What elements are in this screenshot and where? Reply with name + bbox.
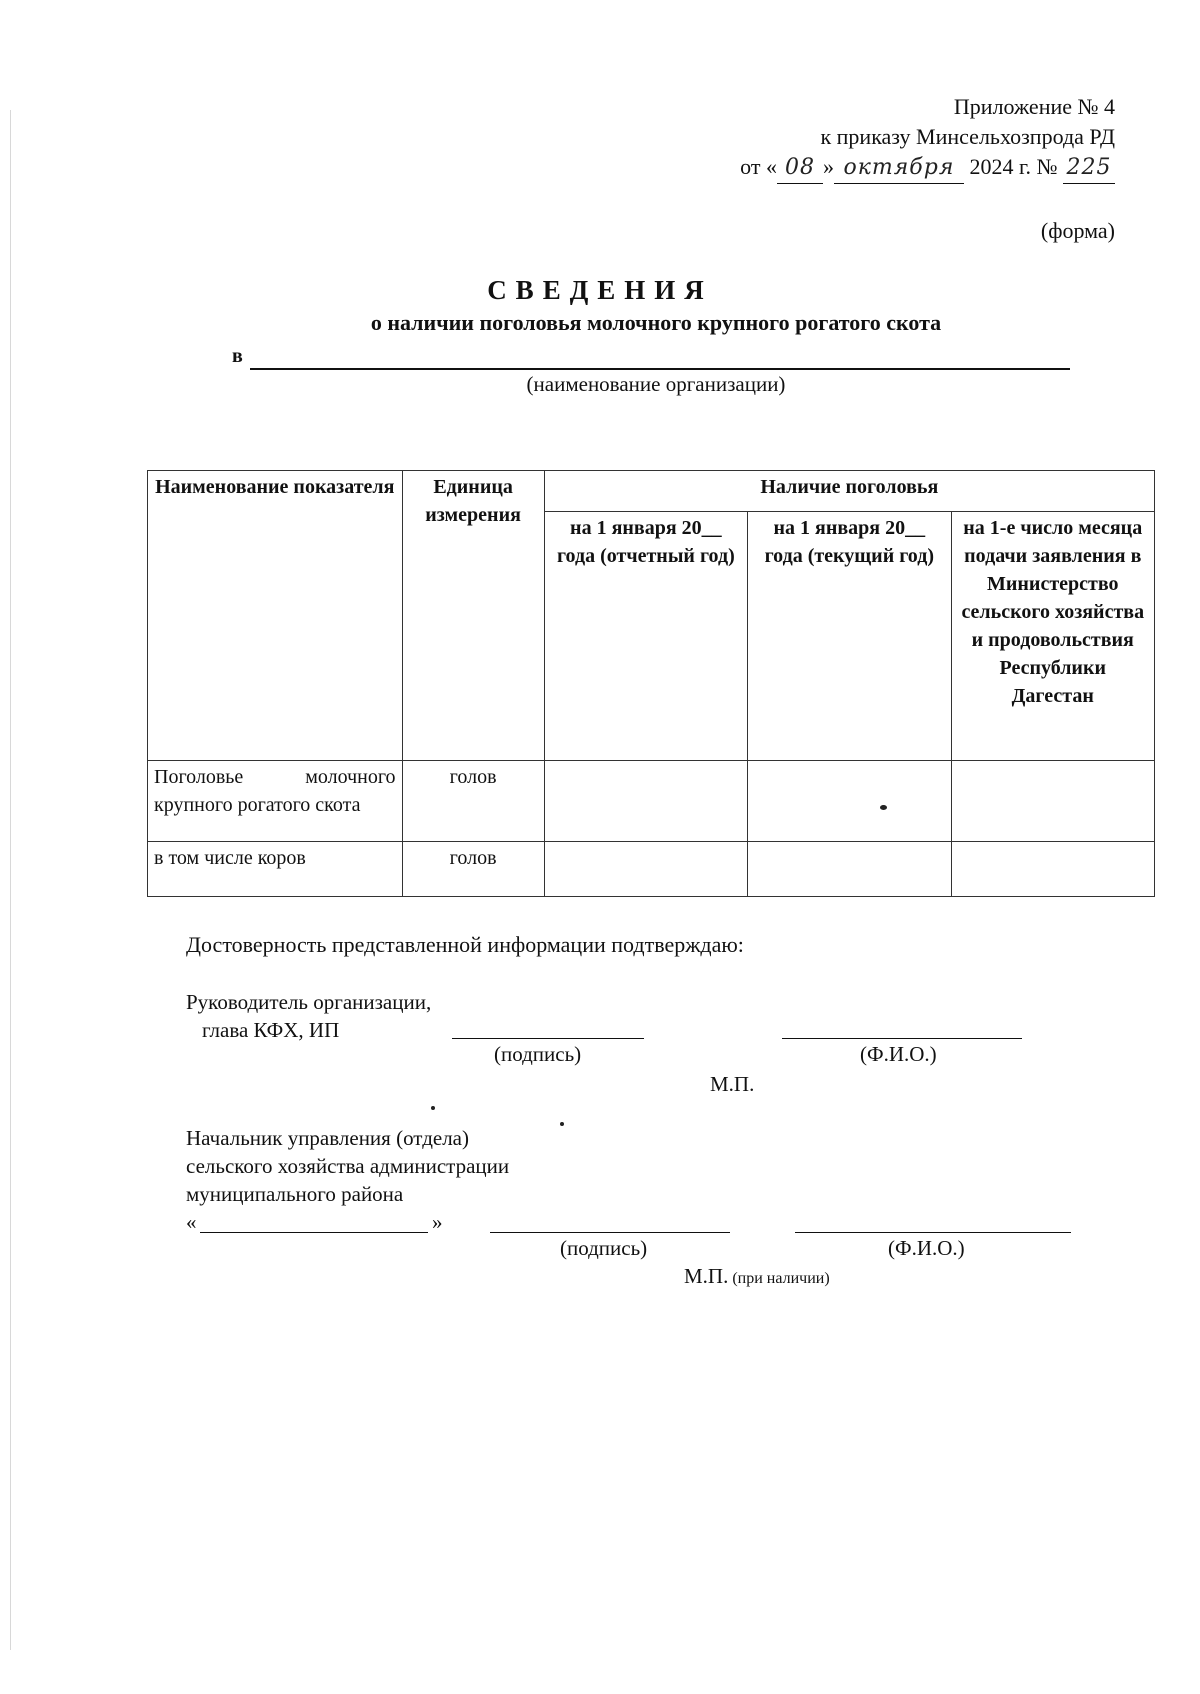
annex-line2: к приказу Минсельхозпрода РД (820, 124, 1115, 149)
chief-quote-open: « (186, 1210, 197, 1234)
header-availability: Наличие поголовья (544, 471, 1154, 512)
chief-title-line3: муниципального района (186, 1182, 404, 1206)
annex-line1: Приложение № 4 (953, 94, 1115, 119)
row-value-month[interactable] (951, 761, 1154, 842)
header-indicator: Наименование показателя (148, 471, 403, 761)
row-unit: голов (402, 761, 544, 842)
chief-district-field[interactable] (200, 1232, 428, 1233)
org-caption: (наименование организации) (526, 372, 786, 396)
org-name-field[interactable] (250, 368, 1070, 370)
document-subtitle: о наличии поголовья молочного крупного рогатого скота (370, 310, 942, 335)
table-row (148, 761, 1155, 842)
row-value-month[interactable] (951, 842, 1154, 897)
head-sign-caption: (подпись) (494, 1042, 582, 1066)
head-fio-line[interactable] (782, 1038, 1022, 1039)
annex-number: 225 (1063, 153, 1115, 184)
head-title-line1: Руководитель организации, (186, 990, 432, 1014)
confirm-text: Достоверность представленной информации подтверждаю: (186, 932, 744, 957)
row-indicator: в том числе коров (148, 842, 403, 897)
scan-speck (880, 805, 887, 810)
chief-quote-close: » (432, 1210, 443, 1234)
chief-fio-line[interactable] (795, 1232, 1071, 1233)
header-col-current: на 1 января 20__ года (текущий год) (748, 512, 951, 761)
scan-speck (560, 1122, 564, 1126)
livestock-table (147, 470, 1155, 897)
chief-title-line1: Начальник управления (отдела) (186, 1126, 469, 1150)
annex-date-line (740, 152, 1115, 184)
row-value-current[interactable] (748, 761, 951, 842)
table-row (148, 842, 1155, 897)
chief-sign-caption: (подпись) (560, 1236, 648, 1260)
head-fio-caption: (Ф.И.О.) (860, 1042, 937, 1066)
annex-header (740, 92, 1115, 184)
chief-mp-note: (при наличии) (732, 1270, 830, 1287)
scan-speck (431, 1106, 435, 1110)
chief-mp-block (684, 1264, 830, 1289)
chief-title-line2: сельского хозяйства администрации (186, 1154, 510, 1178)
table-header-row (148, 471, 1155, 512)
document-title: СВЕДЕНИЯ (487, 275, 713, 305)
org-prefix: в (232, 345, 243, 367)
row-value-reporting[interactable] (544, 842, 747, 897)
annex-date-prefix: от « (740, 154, 777, 179)
head-signature-line[interactable] (452, 1038, 644, 1039)
form-label: (форма) (1040, 218, 1115, 243)
row-value-current[interactable] (748, 842, 951, 897)
row-unit: голов (402, 842, 544, 897)
scan-margin-line (10, 110, 11, 1650)
row-value-reporting[interactable] (544, 761, 747, 842)
head-title-line2: глава КФХ, ИП (202, 1018, 340, 1042)
annex-year: 2024 г. № (969, 154, 1058, 179)
header-unit: Единица измерения (402, 471, 544, 761)
annex-date-mid: » (822, 154, 834, 179)
annex-day: 08 (777, 153, 823, 184)
chief-mp: М.П. (684, 1264, 729, 1288)
chief-fio-caption: (Ф.И.О.) (888, 1236, 965, 1260)
header-col-month: на 1-е число месяца подачи заявления в Министерство сельского хозяйства и продовольствия Республики Дагестан (951, 512, 1154, 761)
row-indicator: Поголовье молочного крупного рогатого скота (148, 761, 403, 842)
head-mp: М.П. (710, 1072, 755, 1096)
chief-signature-line[interactable] (490, 1232, 730, 1233)
header-col-reporting: на 1 января 20__ года (отчетный год) (544, 512, 747, 761)
annex-month: октября (834, 153, 964, 184)
